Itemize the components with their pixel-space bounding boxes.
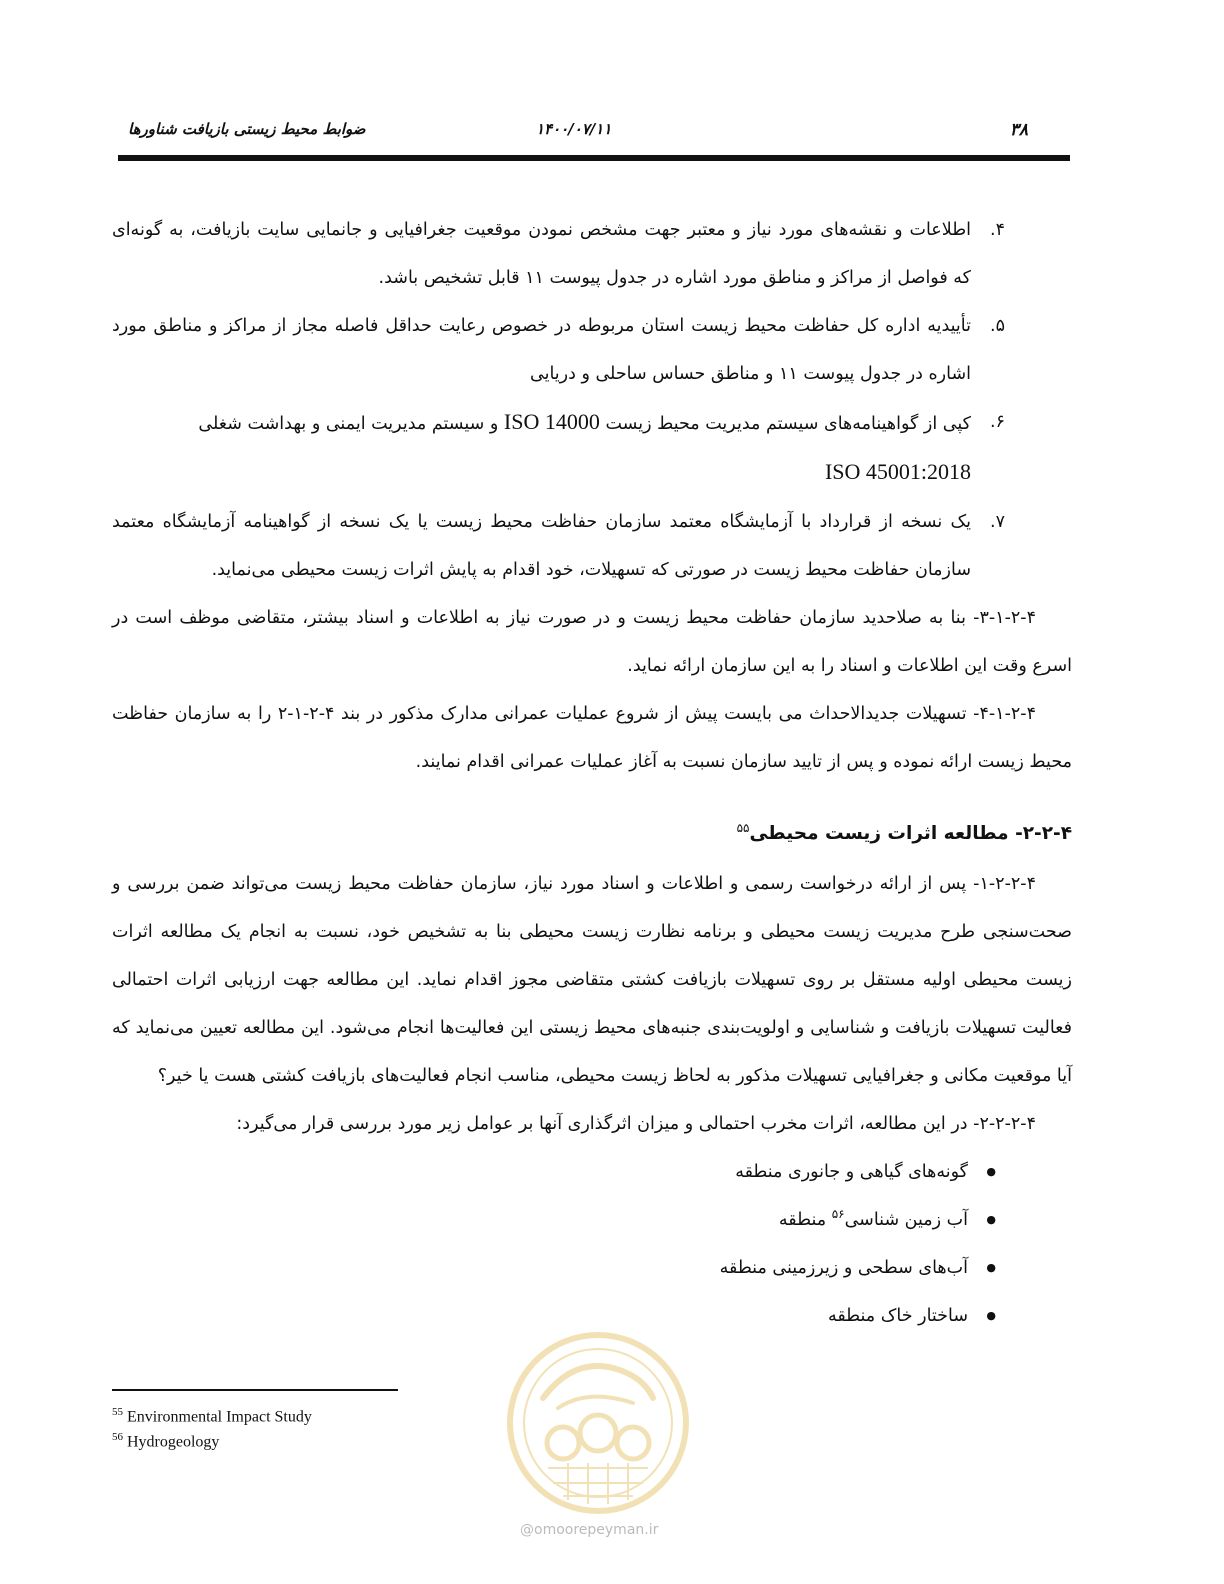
- paragraph: ۲-۲-۲-۴- در این مطالعه، اثرات مخرب احتمالی و میزان اثرگذاری آنها بر عوامل زیر مورد بررسی قرار می‌گیرد:: [236, 1114, 1036, 1134]
- bullet-text: گونه‌های گیاهی و جانوری منطقه: [735, 1162, 968, 1182]
- page-header: [118, 112, 1070, 148]
- bullet-text: آب‌های سطحی و زیرزمینی منطقه: [719, 1258, 968, 1278]
- list-item: [112, 398, 1072, 448]
- item-text: یک نسخه از قرارداد با آزمایشگاه معتمد سازمان حفاظت محیط زیست یا یک نسخه از گواهینامه آزمایشگاه معتمد سازمان حفاظت محیط زیست در صورتی که تسهیلات، خود اقدام به پایش اثرات زیست محیطی می‌نماید.: [112, 512, 971, 580]
- header-date: ۱۴۰۰/۰۷/۱۱: [536, 120, 612, 138]
- watermark-url: @omoorepeyman.ir: [520, 1522, 659, 1538]
- item-number: ۴.: [990, 220, 1005, 240]
- footnotes: [112, 1402, 312, 1453]
- item-number: ۵.: [990, 316, 1005, 336]
- item-number: ۷.: [990, 512, 1005, 532]
- bullet-text: ساختار خاک منطقه: [827, 1306, 968, 1326]
- item-text-part: کپی از گواهینامه‌های سیستم مدیریت محیط زیست: [605, 414, 971, 434]
- bullet-text: منطقه: [778, 1210, 832, 1230]
- item-text: اطلاعات و نقشه‌های مورد نیاز و معتبر جهت مشخص نمودن موقعیت جغرافیایی و جانمایی سایت بازیافت، به گونه‌ای که فواصل از مراکز و مناطق مورد اشاره در جدول پیوست ۱۱ قابل تشخیص باشد.: [112, 220, 971, 288]
- bullet-list: [112, 1148, 1072, 1340]
- section-heading: [112, 810, 1072, 858]
- paragraph: ۱-۲-۲-۴- پس از ارائه درخواست رسمی و اطلاعات و اسناد مورد نیاز، سازمان حفاظت محیط زیست می‌تواند ضمن بررسی و صحت‌سنجی طرح مدیریت زیست محیطی و برنامه نظارت زیست محیطی بنا به تشخیص خود، نسبت به انجام یک مطالعه اثرات زیست محیطی اولیه مستقل بر روی تسهیلات بازیافت کشتی متقاضی مجوز اقدام نماید. این مطالعه جهت ارزیابی اثرات احتمالی فعالیت تسهیلات بازیافت و شناسایی و اولویت‌بندی جنبه‌های محیط زیستی این فعالیت‌ها انجام می‌شود. این مطالعه تعیین می‌نماید که آیا موقعیت مکانی و جغرافیایی تسهیلات مذکور به لحاظ زیست محیطی، مناسب انجام فعالیت‌های بازیافت کشتی هست یا خیر؟: [112, 874, 1072, 1086]
- footnote: [112, 1427, 312, 1452]
- footnote-ref: ۵۶: [831, 1207, 845, 1222]
- watermark-logo: [503, 1328, 693, 1518]
- page-body: [112, 206, 1072, 1340]
- paragraph: ۴-۱-۲-۴- تسهیلات جدیدالاحداث می بایست پیش از شروع عملیات عمرانی مدارک مذکور در بند ۴-۲-۱-۲ را به سازمان حفاظت محیط زیست ارائه نموده و پس از تایید سازمان نسبت به آغاز عملیات عمرانی اقدام نمایند.: [112, 704, 1072, 772]
- item-text-part: و سیستم مدیریت ایمنی و بهداشت شغلی: [198, 414, 499, 434]
- iso-standard: ISO 14000: [503, 409, 600, 434]
- footnote-text: Environmental Impact Study: [123, 1408, 312, 1426]
- section-heading-text: ۲-۲-۴- مطالعه اثرات زیست محیطی: [749, 823, 1072, 844]
- bullet-item: [112, 1244, 992, 1292]
- bullet-item: [112, 1148, 992, 1196]
- paragraph: ۳-۱-۲-۴- بنا به صلاحدید سازمان حفاظت محیط زیست و در صورت نیاز به اطلاعات و اسناد بیشتر، متقاضی موظف است در اسرع وقت این اطلاعات و اسناد را به این سازمان ارائه نماید.: [112, 608, 1072, 676]
- footnote-number: 55: [112, 1406, 123, 1418]
- iso-line: [112, 448, 1072, 498]
- header-rule: [118, 155, 1070, 161]
- footnote-text: Hydrogeology: [123, 1433, 220, 1451]
- item-text: [112, 398, 977, 448]
- footnote-ref: ۵۵: [736, 820, 750, 835]
- header-title: ضوابط محیط زیستی بازیافت شناورها: [128, 120, 366, 138]
- list-item: [112, 498, 1072, 594]
- item-text: تأییدیه اداره کل حفاظت محیط زیست استان مربوطه در خصوص رعایت حداقل فاصله مجاز از مراکز و مناطق مورد اشاره در جدول پیوست ۱۱ و مناطق حساس ساحلی و دریایی: [112, 316, 971, 384]
- page-number: ۳۸: [1009, 120, 1028, 140]
- list-item: [112, 302, 1072, 398]
- footnote-number: 56: [112, 1431, 123, 1444]
- iso-standard: ISO 45001:2018: [824, 459, 971, 484]
- footnote: [112, 1402, 312, 1427]
- bullet-item: [112, 1196, 992, 1244]
- list-item: [112, 206, 1072, 302]
- item-number: ۶.: [990, 412, 1005, 432]
- footnote-rule: [112, 1389, 398, 1391]
- bullet-text: آب زمین شناسی: [844, 1210, 968, 1230]
